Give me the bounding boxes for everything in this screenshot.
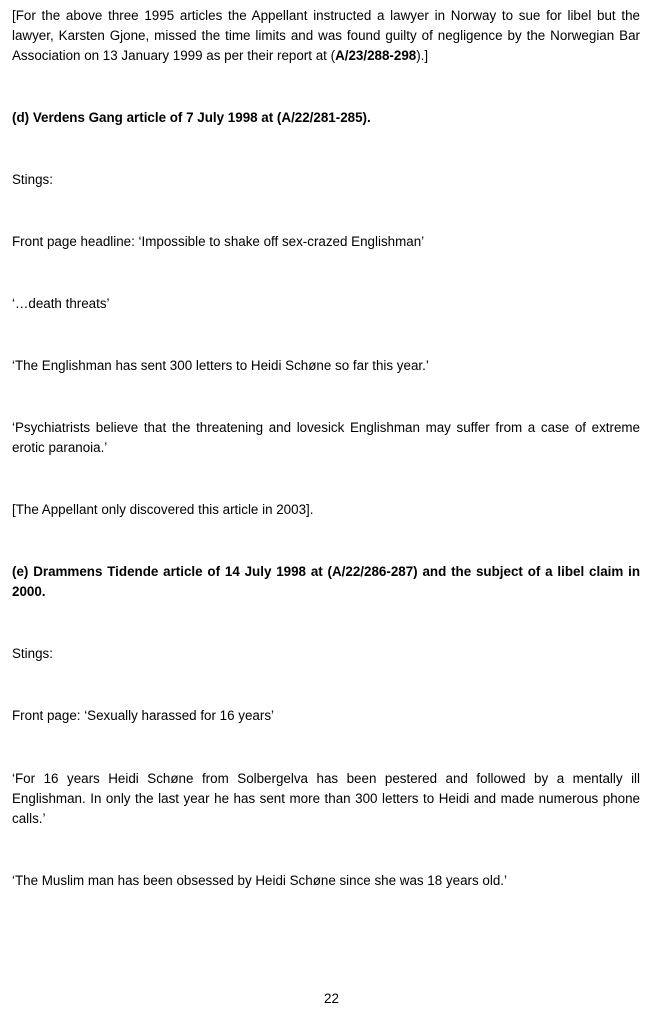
section-d-item: Front page headline: ‘Impossible to shake off sex-crazed Englishman’: [12, 234, 425, 249]
section-e-heading: (e) Drammens Tidende article of 14 July 1998 at (A/22/286-287) and the subject of a libel claim in 2000.: [12, 564, 640, 599]
section-d-item: ‘Psychiatrists believe that the threatening and lovesick Englishman may suffer from a case of extreme erotic paranoia.’: [12, 420, 640, 455]
section-e-item: Front page: ‘Sexually harassed for 16 years’: [12, 708, 275, 723]
document-page: [12, 6, 640, 891]
section-d-heading: (d) Verdens Gang article of 7 July 1998 at (A/22/281-285).: [12, 110, 371, 125]
section-e-item: ‘For 16 years Heidi Schøne from Solbergelva has been pestered and followed by a mentally ill Englishman. In only the last year he has sent more than 300 letters to Heidi and made numerous phone calls.’: [12, 771, 640, 826]
section-d-item: [The Appellant only discovered this article in 2003].: [12, 502, 314, 517]
section-d-stings-label: Stings:: [12, 172, 53, 187]
section-d-item: ‘…death threats’: [12, 296, 110, 311]
intro-paragraph: [12, 6, 640, 66]
intro-text-end: ).]: [416, 48, 429, 63]
intro-text: [For the above three 1995 articles the Appellant instructed a lawyer in Norway to sue for libel but the lawyer, Karsten Gjone, missed the time limits and was found guilty of negligence by the Norwegian Bar Association on 13 January 1999 as per their report at (: [12, 8, 640, 63]
page-number: 22: [324, 991, 339, 1006]
section-d-item: ‘The Englishman has sent 300 letters to Heidi Schøne so far this year.’: [12, 358, 429, 373]
section-e-stings-label: Stings:: [12, 646, 53, 661]
intro-reference: A/23/288-298: [335, 48, 417, 63]
section-e-item: ‘The Muslim man has been obsessed by Heidi Schøne since she was 18 years old.’: [12, 873, 507, 888]
